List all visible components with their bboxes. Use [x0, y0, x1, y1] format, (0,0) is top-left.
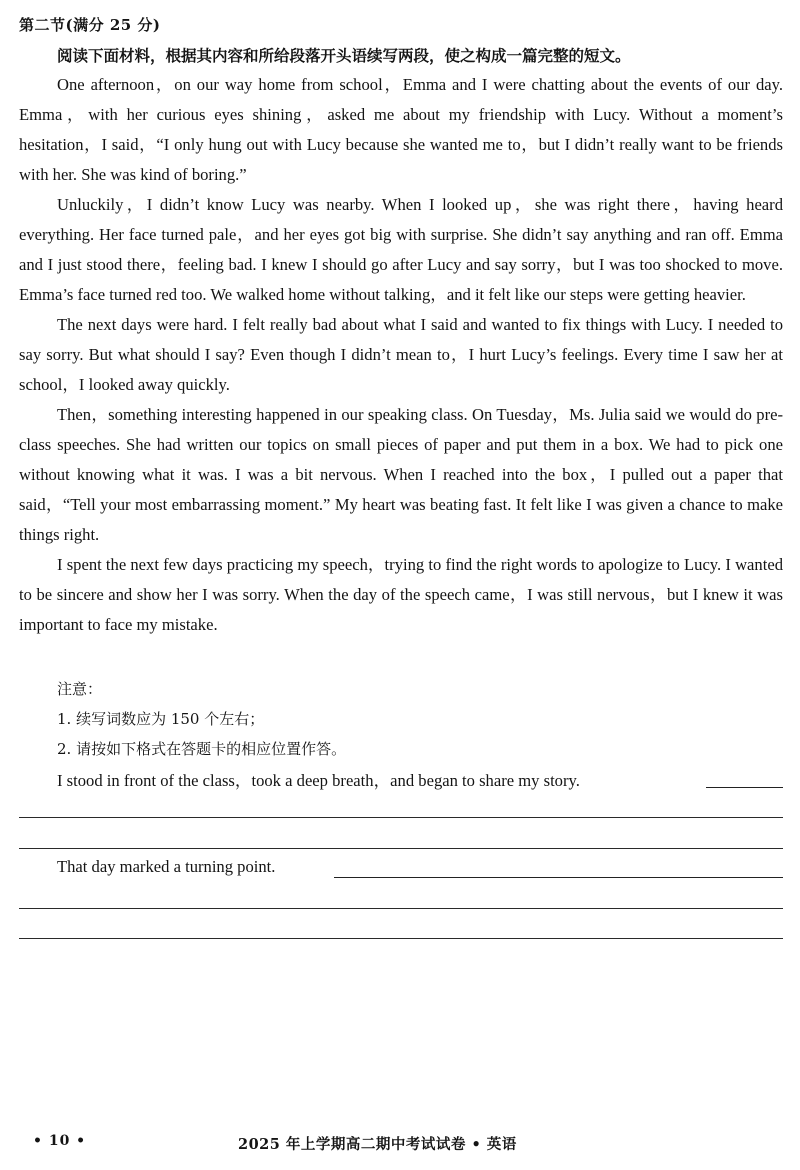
- page-number: • 10 •: [33, 1133, 87, 1149]
- paragraph-2-opening: That day marked a turning point.: [57, 857, 276, 876]
- answer-line[interactable]: [19, 848, 783, 849]
- exam-title-footer: 2025 年上学期高二期中考试试卷 • 英语: [238, 1136, 517, 1153]
- answer-line[interactable]: [19, 908, 783, 909]
- passage-paragraph: The next days were hard. I felt really bad about what I said and wanted to fix things with Lucy. I needed to say sorry. But what should I say? Even though I didn’t mean to，I hurt Lucy’s feelings. Every time I saw her at school，I looked away quickly.: [19, 315, 783, 394]
- section-instruction: 阅读下面材料，根据其内容和所给段落开头语续写两段，使之构成一篇完整的短文。: [57, 46, 631, 65]
- passage-paragraph: One afternoon，on our way home from school，Emma and I were chatting about the events of our day. Emma，with her curious eyes shining，asked me about my friendship with Lucy. Without a moment’s hesitation，I said，“I only hung out with Lucy because she wanted me to，but I didn’t really want to be friends with her. She was kind of boring.”: [19, 75, 783, 184]
- notes-heading: 注意：: [57, 680, 103, 698]
- answer-line[interactable]: [19, 817, 783, 818]
- passage-paragraph: Unluckily，I didn’t know Lucy was nearby. When I looked up，she was right there，having heard everything. Her face turned pale，and her eyes got big with surprise. She didn’t say anything and ran off. Emma and I just stood there，feeling bad. I knew I should go after Lucy and say sorry，but I was too shocked to move. Emma’s face turned red too. We walked home without talking，and it felt like our steps were getting heavier.: [19, 195, 783, 304]
- passage-paragraph: I spent the next few days practicing my speech，trying to find the right words to apologize to Lucy. I wanted to be sincere and show her I was sorry. When the day of the speech came，I was still nervous，but I knew it was important to face my mistake.: [19, 555, 783, 634]
- paragraph-1-opening: I stood in front of the class，took a deep breath，and began to share my story.: [57, 771, 580, 790]
- answer-line[interactable]: [19, 938, 783, 939]
- section-title: 第二节(满分 25 分): [19, 16, 161, 34]
- reading-passage: [19, 70, 783, 640]
- passage-paragraph: Then，something interesting happened in our speaking class. On Tuesday，Ms. Julia said we would do pre-class speeches. She had written our topics on small pieces of paper and put them in a box. We had to pick one without knowing what it was. I was a bit nervous. When I reached into the box，I pulled out a paper that said，“Tell your most embarrassing moment.” My heart was beating fast. It felt like I was given a chance to make things right.: [19, 405, 783, 544]
- answer-blank-inline[interactable]: [334, 877, 783, 878]
- notes-block: [57, 674, 346, 764]
- note-item: 2. 请按如下格式在答题卡的相应位置作答。: [57, 740, 347, 758]
- note-item: 1. 续写词数应为 150 个左右；: [57, 710, 265, 728]
- answer-blank-inline[interactable]: [706, 787, 783, 788]
